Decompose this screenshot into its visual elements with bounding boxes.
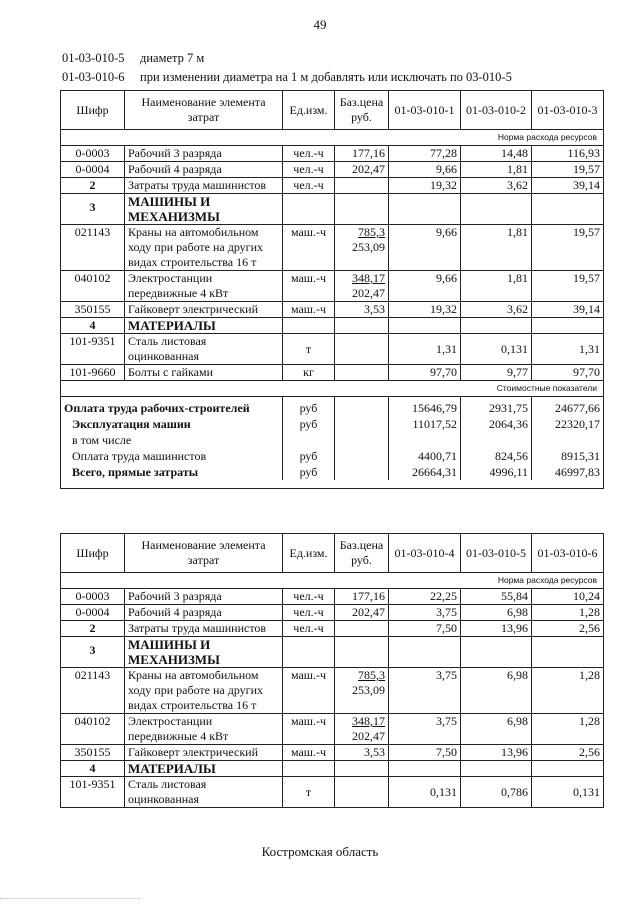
cell-v2: 1,81 <box>461 271 532 302</box>
table-row <box>61 745 604 761</box>
summary-row <box>61 397 604 481</box>
table-row <box>61 225 604 271</box>
cell-price <box>335 714 389 745</box>
price-underlined: 785,3 <box>358 225 385 239</box>
cell-v3: 1,28 <box>532 714 604 745</box>
cell-v3: 39,14 <box>532 178 604 194</box>
cell-price: 202,47 <box>335 605 389 621</box>
section-title: МАТЕРИАЛЫ <box>125 318 283 334</box>
summary-value: 2064,36 <box>489 417 528 431</box>
cell-unit: маш.-ч <box>283 271 335 302</box>
cell-price <box>335 178 389 194</box>
cell-v1: 77,28 <box>389 146 461 162</box>
cell-price <box>335 225 389 271</box>
cell-code: 0-0003 <box>61 589 125 605</box>
summary-value: 11017,52 <box>412 417 457 431</box>
price-underlined: 348,17 <box>352 714 385 728</box>
scan-edge <box>0 898 140 905</box>
cell-v3: 97,70 <box>532 365 604 381</box>
section-row <box>61 318 604 334</box>
header-code: Шифр <box>61 91 125 130</box>
cell-v3: 19,57 <box>532 271 604 302</box>
header-price: Баз.цена руб. <box>335 534 389 573</box>
intro-line <box>62 70 512 85</box>
summary-unit: руб <box>299 417 318 431</box>
cell-name: Затраты труда машинистов <box>125 621 283 637</box>
header-code: Шифр <box>61 534 125 573</box>
intro-text: диаметр 7 м <box>140 51 205 65</box>
cell-name: Электростанции передвижные 4 кВт <box>125 714 283 745</box>
cell-code: 0-0004 <box>61 605 125 621</box>
cell-code: 040102 <box>61 714 125 745</box>
table-row <box>61 271 604 302</box>
header-col1: 01-03-010-1 <box>389 91 461 130</box>
band-row <box>61 381 604 397</box>
cell-code: 101-9351 <box>61 334 125 365</box>
summary-value: 26664,31 <box>412 465 457 479</box>
cell-unit: кг <box>283 365 335 381</box>
band-row <box>61 573 604 589</box>
summary-value: 4400,71 <box>418 449 457 463</box>
band-row <box>61 130 604 146</box>
header-name: Наименование элемента затрат <box>125 91 283 130</box>
table-header-row <box>61 534 604 573</box>
cell-v1: 7,50 <box>389 745 461 761</box>
cell-v2: 3,62 <box>461 302 532 318</box>
header-col2: 01-03-010-2 <box>461 91 532 130</box>
cell-v2: 0,131 <box>461 334 532 365</box>
section-row <box>61 761 604 777</box>
cell-unit: чел.-ч <box>283 621 335 637</box>
cell-unit: маш.-ч <box>283 745 335 761</box>
cell-name: Краны на автомобильном ходу при работе на других видах строительства 16 т <box>125 668 283 714</box>
cell-name: Сталь листовая оцинкованная <box>125 777 283 808</box>
cell-code: 3 <box>61 637 125 668</box>
summary-col2 <box>461 397 532 481</box>
cell-v1: 3,75 <box>389 668 461 714</box>
cell-price <box>335 621 389 637</box>
cell-v3: 1,28 <box>532 605 604 621</box>
section-row <box>61 194 604 225</box>
cell-name: Затраты труда машинистов <box>125 178 283 194</box>
table-bottom <box>61 480 604 489</box>
cell-v1: 9,66 <box>389 225 461 271</box>
header-price: Баз.цена руб. <box>335 91 389 130</box>
price-value: 202,47 <box>352 286 385 300</box>
cell-v1: 7,50 <box>389 621 461 637</box>
intro-code: 01-03-010-5 <box>62 51 125 65</box>
table-row <box>61 605 604 621</box>
section-title: МАШИНЫ И МЕХАНИЗМЫ <box>125 194 283 225</box>
cell-unit: чел.-ч <box>283 146 335 162</box>
summary-col1 <box>389 397 461 481</box>
cell-code: 101-9351 <box>61 777 125 808</box>
cell-v1: 3,75 <box>389 714 461 745</box>
band-label: Норма расхода ресурсов <box>61 573 604 589</box>
table-row <box>61 162 604 178</box>
table-row <box>61 302 604 318</box>
section-row <box>61 637 604 668</box>
cell-v2: 9,77 <box>461 365 532 381</box>
resource-table-1 <box>60 90 604 489</box>
section-title: МАШИНЫ И МЕХАНИЗМЫ <box>125 637 283 668</box>
cell-price <box>335 777 389 808</box>
cell-code: 2 <box>61 178 125 194</box>
header-unit: Ед.изм. <box>283 534 335 573</box>
summary-name: в том числе <box>72 433 132 447</box>
table-header-row <box>61 91 604 130</box>
summary-value: 2931,75 <box>489 401 528 415</box>
cell-v1: 22,25 <box>389 589 461 605</box>
summary-value: 4996,11 <box>489 465 528 479</box>
cell-code: 350155 <box>61 302 125 318</box>
cell-v3: 0,131 <box>532 777 604 808</box>
cell-price <box>335 334 389 365</box>
header-name: Наименование элемента затрат <box>125 534 283 573</box>
intro-line <box>62 51 204 66</box>
cell-v2: 1,81 <box>461 162 532 178</box>
cell-v2: 14,48 <box>461 146 532 162</box>
cell-unit: маш.-ч <box>283 225 335 271</box>
cell-code: 021143 <box>61 225 125 271</box>
footer-region: Костромская область <box>261 844 379 859</box>
cell-v1: 9,66 <box>389 271 461 302</box>
resource-table-2 <box>60 533 604 808</box>
cell-v2: 13,96 <box>461 745 532 761</box>
table-row <box>61 178 604 194</box>
price-value: 253,09 <box>352 683 385 697</box>
cell-v3: 10,24 <box>532 589 604 605</box>
cell-v1: 0,131 <box>389 777 461 808</box>
cell-name: Сталь листовая оцинкованная <box>125 334 283 365</box>
summary-value: 15646,79 <box>412 401 457 415</box>
cell-v2: 1,81 <box>461 225 532 271</box>
cell-name: Гайковерт электрический <box>125 745 283 761</box>
table-row <box>61 589 604 605</box>
band-label: Стоимостные показатели <box>61 381 604 397</box>
summary-value: 824,56 <box>495 449 528 463</box>
header-unit: Ед.изм. <box>283 91 335 130</box>
summary-unit: руб <box>299 449 318 463</box>
cell-code: 021143 <box>61 668 125 714</box>
cell-v1: 19,32 <box>389 178 461 194</box>
intro-code: 01-03-010-6 <box>62 70 125 84</box>
cell-unit: маш.-ч <box>283 668 335 714</box>
summary-value: 8915,31 <box>561 449 600 463</box>
summary-names <box>61 397 283 481</box>
cell-v2: 6,98 <box>461 605 532 621</box>
header-col3: 01-03-010-6 <box>532 534 604 573</box>
cell-unit: чел.-ч <box>283 162 335 178</box>
summary-name: Оплата труда рабочих-строителей <box>64 401 250 415</box>
summary-unit: руб <box>299 401 318 415</box>
cell-v3: 2,56 <box>532 745 604 761</box>
table-row <box>61 777 604 808</box>
cell-v1: 3,75 <box>389 605 461 621</box>
cell-unit: чел.-ч <box>283 589 335 605</box>
cell-code: 040102 <box>61 271 125 302</box>
cell-code: 4 <box>61 318 125 334</box>
summary-unit: руб <box>299 465 318 479</box>
price-value: 253,09 <box>352 240 385 254</box>
summary-value: 46997,83 <box>555 465 600 479</box>
cell-price <box>335 365 389 381</box>
cell-v2: 55,84 <box>461 589 532 605</box>
summary-name: Оплата труда машинистов <box>72 449 207 463</box>
summary-value: 24677,66 <box>555 401 600 415</box>
cell-unit: т <box>283 334 335 365</box>
cell-unit: т <box>283 777 335 808</box>
cell-code: 4 <box>61 761 125 777</box>
cell-code: 350155 <box>61 745 125 761</box>
header-col1: 01-03-010-4 <box>389 534 461 573</box>
cell-v1: 19,32 <box>389 302 461 318</box>
intro-text: при изменении диаметра на 1 м добавлять или исключать по 03-010-5 <box>140 70 512 84</box>
cell-code: 101-9660 <box>61 365 125 381</box>
table-row <box>61 365 604 381</box>
cell-code: 0-0004 <box>61 162 125 178</box>
table-row <box>61 334 604 365</box>
cell-v2: 3,62 <box>461 178 532 194</box>
cell-v3: 1,28 <box>532 668 604 714</box>
cell-v3: 116,93 <box>532 146 604 162</box>
cell-name: Рабочий 4 разряда <box>125 162 283 178</box>
cell-price <box>335 271 389 302</box>
cell-name: Рабочий 3 разряда <box>125 589 283 605</box>
cell-name: Рабочий 4 разряда <box>125 605 283 621</box>
cell-name: Рабочий 3 разряда <box>125 146 283 162</box>
cell-unit: чел.-ч <box>283 178 335 194</box>
table-row <box>61 668 604 714</box>
price-underlined: 348,17 <box>352 271 385 285</box>
cell-v3: 2,56 <box>532 621 604 637</box>
cell-unit: маш.-ч <box>283 302 335 318</box>
cell-code: 0-0003 <box>61 146 125 162</box>
summary-name: Эксплуатация машин <box>72 417 191 431</box>
table-row <box>61 621 604 637</box>
cell-unit: маш.-ч <box>283 714 335 745</box>
cell-v2: 6,98 <box>461 668 532 714</box>
cell-v3: 39,14 <box>532 302 604 318</box>
section-title: МАТЕРИАЛЫ <box>125 761 283 777</box>
cell-price: 3,53 <box>335 302 389 318</box>
header-col3: 01-03-010-3 <box>532 91 604 130</box>
summary-col3 <box>532 397 604 481</box>
band-label: Норма расхода ресурсов <box>61 130 604 146</box>
cell-v1: 9,66 <box>389 162 461 178</box>
cell-name: Краны на автомобильном ходу при работе на других видах строительства 16 т <box>125 225 283 271</box>
cell-v3: 19,57 <box>532 162 604 178</box>
price-underlined: 785,3 <box>358 668 385 682</box>
cell-v2: 0,786 <box>461 777 532 808</box>
table-row <box>61 146 604 162</box>
cell-code: 2 <box>61 621 125 637</box>
page-number: 49 <box>313 17 327 32</box>
cell-price: 177,16 <box>335 589 389 605</box>
cell-price <box>335 668 389 714</box>
cell-v3: 1,31 <box>532 334 604 365</box>
cell-v1: 1,31 <box>389 334 461 365</box>
cell-v2: 13,96 <box>461 621 532 637</box>
cell-name: Гайковерт электрический <box>125 302 283 318</box>
summary-name: Всего, прямые затраты <box>72 465 199 479</box>
summary-units <box>283 397 335 481</box>
cell-v1: 97,70 <box>389 365 461 381</box>
cell-name: Болты с гайками <box>125 365 283 381</box>
cell-code: 3 <box>61 194 125 225</box>
cell-price: 177,16 <box>335 146 389 162</box>
cell-name: Электростанции передвижные 4 кВт <box>125 271 283 302</box>
cell-v3: 19,57 <box>532 225 604 271</box>
cell-price: 202,47 <box>335 162 389 178</box>
price-value: 202,47 <box>352 729 385 743</box>
cell-v2: 6,98 <box>461 714 532 745</box>
cell-price: 3,53 <box>335 745 389 761</box>
header-col2: 01-03-010-5 <box>461 534 532 573</box>
summary-value: 22320,17 <box>555 417 600 431</box>
table-row <box>61 714 604 745</box>
cell-unit: чел.-ч <box>283 605 335 621</box>
